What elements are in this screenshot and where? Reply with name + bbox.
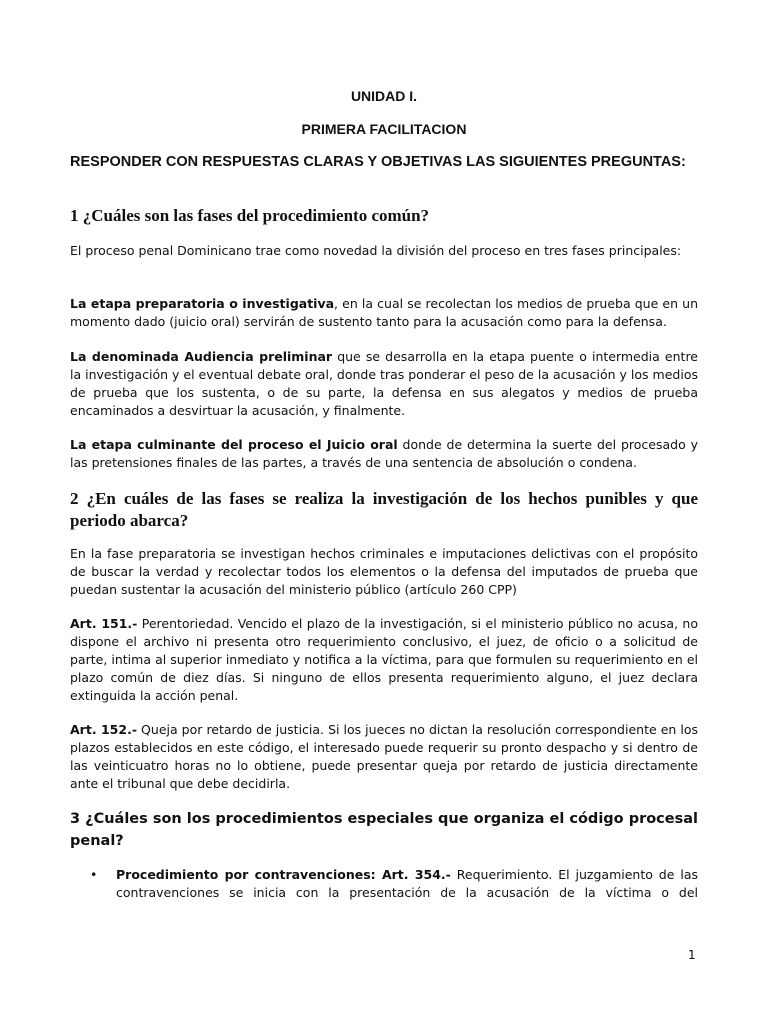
article-151-text: Perentoriedad. Vencido el plazo de la investigación, si el ministerio público no acusa, no dispone el archivo ni presenta otro requerimiento conclusivo, el juez, de oficio o a solicitud de parte, intima al superior inmediato y notifica a la víctima, para que formulen su requerimiento en el plazo común de diez días. Si ninguno de ellos presenta requerimiento alguno, el juez declara extinguida la acción penal. <box>70 616 699 703</box>
bullet-1-text <box>116 866 698 902</box>
q1-phase3-paragraph <box>70 436 698 472</box>
question-2-title: 2 ¿En cuáles de las fases se realiza la investigación de los hechos punibles y que periodo abarca? <box>70 489 698 530</box>
q2-intro-paragraph: En la fase preparatoria se investigan hechos criminales e imputaciones delictivas con el propósito de buscar la verdad y recolectar todos los elementos o la defensa del imputados de prueba que puedan sustentar la acusación del ministerio público (artículo 260 CPP) <box>70 546 698 597</box>
article-151-label: Art. 151.- <box>70 616 138 631</box>
phase2-text: que se desarrolla en la etapa puente o intermedia entre la investigación y el eventual debate oral, donde tras ponderar el peso de la acusación y los medios de prueba que los sustenta, o de su parte, la defensa en sus alegatos y medios de prueba encaminados a desvirtuar la acusación, y finalmente. <box>70 349 698 418</box>
article-151-paragraph <box>70 615 698 705</box>
phase1-text: , en la cual se recolectan los medios de prueba que en un momento dado (juicio oral) servirán de sustento tanto para la acusación como para la defensa. <box>70 296 699 329</box>
q1-intro-paragraph: El proceso penal Dominicano trae como novedad la división del proceso en tres fases principales: <box>70 243 682 258</box>
phase3-text: donde de determina la suerte del procesado y las pretensiones finales de las partes, a través de una sentencia de absolución o condena. <box>70 437 698 470</box>
question-3-title: 3 ¿Cuáles son los procedimientos especiales que organiza el código procesal penal? <box>70 811 698 849</box>
page-number: 1 <box>688 948 696 962</box>
phase2-term: La denominada Audiencia preliminar <box>70 349 333 364</box>
article-152-paragraph <box>70 721 698 793</box>
question-1-title: 1 ¿Cuáles son las fases del procedimiento común? <box>70 206 430 225</box>
q1-phase2-paragraph <box>70 348 698 420</box>
article-152-text: Queja por retardo de justicia. Si los jueces no dictan la resolución correspondiente en los plazos establecidos en este código, el interesado puede requerir su pronto despacho y si dentro de las veinticuatro horas no lo obtiene, puede presentar queja por retardo de justicia directamente ante el tribunal que debe decidirla. <box>70 722 698 791</box>
bullet-1-body: Requerimiento. El juzgamiento de las contravenciones se inicia con la presentación de la acusación de la víctima o del <box>116 867 698 900</box>
bullet-icon: • <box>90 867 98 882</box>
subtitle: PRIMERA FACILITACION <box>301 121 467 137</box>
bullet-1-term: Procedimiento por contravenciones: Art. 354.- <box>116 867 451 882</box>
unit-title: UNIDAD I. <box>350 88 418 104</box>
phase3-term: La etapa culminante del proceso el Juicio oral <box>70 437 398 452</box>
phase1-term: La etapa preparatoria o investigativa <box>70 296 335 311</box>
article-152-label: Art. 152.- <box>70 722 138 737</box>
instruction-heading: RESPONDER CON RESPUESTAS CLARAS Y OBJETIVAS LAS SIGUIENTES PREGUNTAS: <box>70 154 686 170</box>
q1-phase1-paragraph <box>70 295 698 331</box>
